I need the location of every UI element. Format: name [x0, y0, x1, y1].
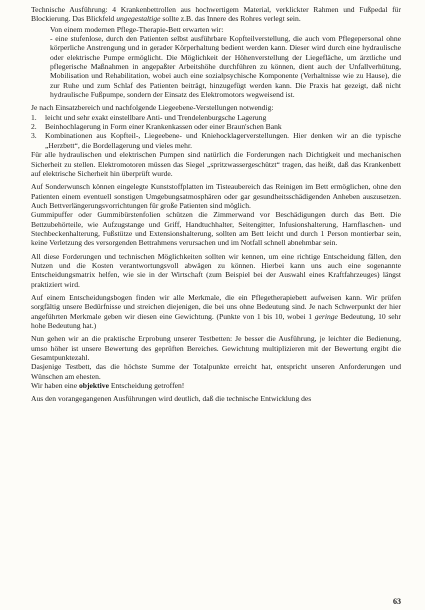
requirements-intro: Je nach Einsatzbereich und nachfolgende Liegeebene-Verstellungen notwendig:	[31, 103, 274, 113]
requirements-list	[31, 113, 401, 150]
footer-paragraph: Aus den vorangegangenen Ausführungen wird deutlich, daß die technische Entwicklung des	[31, 394, 312, 404]
evaluation-paragraph-3: Wir haben eine objektive Entscheidung getroffen!	[31, 381, 185, 391]
accessories-paragraph-2: Gummipuffer oder Gummibürstenfolien schützen die Zimmerwand vor Beschädigungen durch das Bett. Die Bettzubehörteile, wie Aufzugstange und Griff, Handtuchhalter, Seitengitter, Infusionshalterung, Harnflaschen- und Stechbeckenhalterung, Fußstütze und Extensionshalterung, sollten am Bett leicht und durch 1 Person montierbar sein, keine Verletzung des versorgenden Bettrahmens verursachen und im Notfall schnell abnehmbar sein.	[31, 210, 401, 248]
intro-italic-text: ungegestaltige	[116, 14, 161, 24]
page-number: 63	[393, 596, 401, 606]
list-item: 1. leicht und sehr exakt einstellbare Anti- und Trendelenburgsche Lagerung	[31, 112, 267, 122]
evaluation-bold-text: objektive	[78, 381, 109, 391]
intro-text-end: sollte z.B. das Innere des Rohres verlegt sein.	[160, 14, 301, 24]
evaluation-paragraph-2: Dasjenige Testbett, das die höchste Summe der Totalpunkte erreicht hat, entspricht unseren Anforderungen und Wünschen am ehesten.	[31, 362, 401, 381]
expectations-text: - eine stufenlose, durch den Patienten selbst ausführbare Kopfteilverstellung, die auch vom Pflegepersonal ohne körperliche Anstrengung und in gerader Körperhaltung bedient werden kann. Dieser wird durch eine hydraulische oder elektrische Pumpe ermöglicht. Die Möglichkeit der Höhenverstellung der Liegefläche, um ärztliche und pflegerische Maßnahmen in angepaßter Arbeitshöhe durchführen zu können, dient auch der Unfallverhütung, Mobilisation und Rehabilitation, wobei auch eine sozialpsychische Komponente (Verhaltnisse wie zu Hause), die zur Ruhe und zum Schlaf des Patienten beiträgt, hinzugefügt werden kann. Die Praxis hat gezeigt, daß nicht hydraulische Fußpumpe, sondern der Einsatz des Elektromotors wegweisend ist.	[50, 34, 401, 100]
list-item: 3. Kombinationen aus Kopfteil-, Liegeebene- und Kniehocklagerverstellungen. Hier denken wir an die typische „Herzbett“, die Bordellagerung und vieles mehr.	[31, 131, 401, 150]
accessories-paragraph-1: Auf Sonderwunsch können eingelegte Kunststoffplatten im Tisteaubereich das Reinigen im Bett ermöglichen, ohne den Patienten einem eventuell sonstigen Umgebungsatmosphären oder gar gesundheitsschädigenden Anheben auszusetzen. Auch Bettverlängerungsvorrichtungen für große Patienten sind möglich.	[31, 182, 401, 210]
expectations-intro: Von einem modernen Pflege-Therapie-Bett erwarten wir:	[50, 24, 224, 34]
intro-paragraph	[31, 5, 401, 24]
decision-paragraph-1: All diese Forderungen und technischen Möglichkeiten sollten wir kennen, um eine richtige Entscheidung fällen, den Nutzen und die Kosten verantwortungsvoll abwägen zu können. Hierbei kann uns auch eine sogenannte Entscheidungsmatrix helfen, wie sie in der Wirtschaft (zum Beispiel bei der Auswahl eines Kraftfahrzeuges) längst praktiziert wird.	[31, 251, 401, 289]
requirements-closing: Für alle hydraulischen und elektrischen Pumpen sind natürlich die Forderungen nach Dichtigkeit und mechanischen Sicherheit zu stellen. Elektromotoren müssen das Siegel „spritzwassergeschützt“ tragen, das heißt, daß das Krankenbett auf elektrische Sicherheit hin überprüft wurde.	[31, 150, 401, 178]
list-item: 2. Beinhochlagerung in Form einer Krankenkassen oder einer Braun'schen Bank	[31, 122, 282, 132]
evaluation-paragraph-1: Nun gehen wir an die praktische Erprobung unserer Testbetten: Je besser die Ausführung, je leichter die Bedienung, umso höher ist unsere Bewertung des geprüften Bereiches. Gewichtung multiplizieren mit der Bewertung ergibt die Gesamtpunktezahl.	[31, 334, 401, 363]
decision-paragraph-2: Auf einem Entscheidungsbogen finden wir alle Merkmale, die ein Pflegetherapiebett aufweisen kann. Wir prüfen sorgfältig unsere Bedürfnisse und streichen diejenigen, die bei uns ohne Bedeutung sind. Je nach Schwerpunkt der hier angeführten Merkmale geben wir diesen eine Gewichtung. (Punkte von 1 bis 10, wobei 1 geringe Bedeutung, 10 sehr hohe Bedeutung hat.)	[31, 292, 401, 330]
decision-italic-text: geringe	[314, 311, 338, 321]
intro-text: Technische Ausführung: 4 Krankenbettrollen aus hochwertigem Material, verklickter Rahmen und Fußpedal für Blockierung. Das Blickfeld	[31, 5, 401, 24]
expectations-block	[31, 25, 401, 100]
